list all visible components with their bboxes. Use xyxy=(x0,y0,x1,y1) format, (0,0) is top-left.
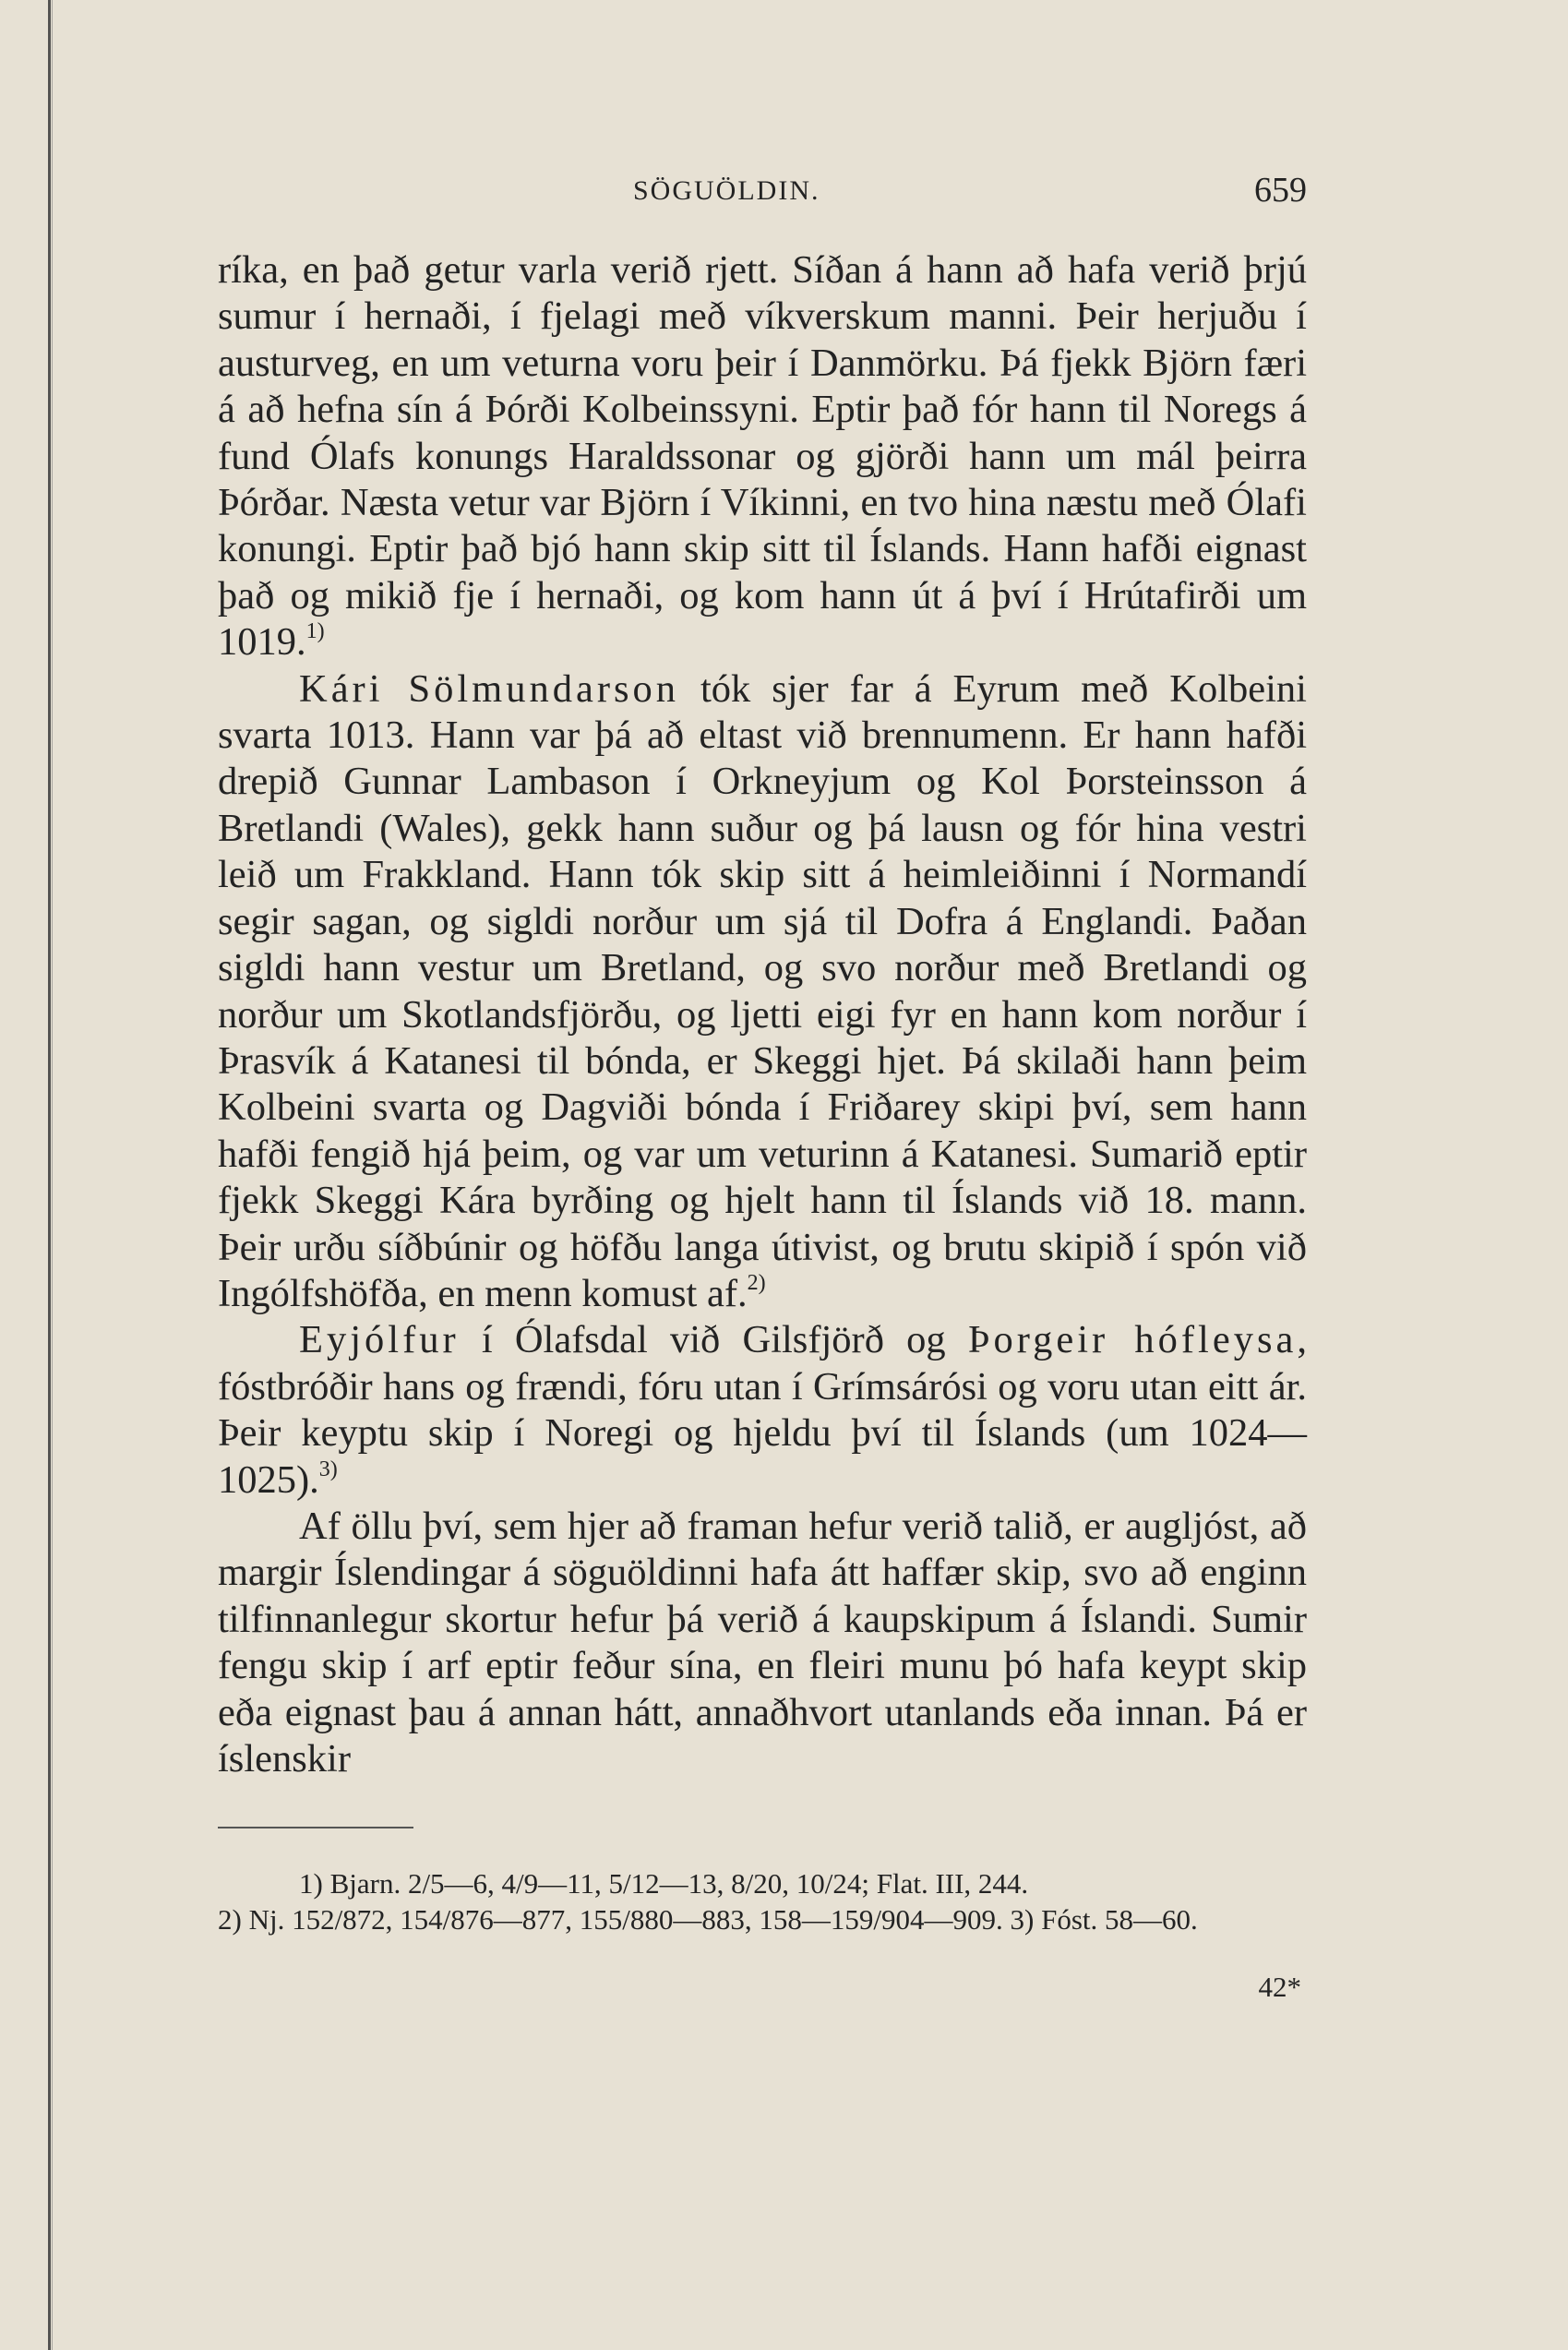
footnote-text: 3) Fóst. 58—60. xyxy=(1010,1903,1198,1936)
footnote-rule xyxy=(218,1827,413,1828)
person-name: Kári Sölmundarson xyxy=(299,666,680,711)
footnote xyxy=(218,1901,1307,1937)
paragraph-text: tók sjer far á Eyrum með Kolbeini svarta 1013. Hann var þá að eltast við brennumenn. Er hann hafði drepið Gunnar Lambason í Orkneyjum og Kol Þorsteinsson á Bretlandi (Wales), gekk hann suður og þá lausn og fór hina vestri leið um Frakkland. Hann tók skip sitt á heimleiðinni í Normandí segir sagan, og sigldi norður um sjá til Dofra á Englandi. Þaðan sigldi hann vestur um Bretland, og svo norður með Bretlandi og norður um Skotlandsfjörðu, og ljetti eigi fyr en hann kom norður í Þrasvík á Katanesi til bónda, er Skeggi hjet. Þá skilaði hann þeim Kolbeini svarta og Dagviði bónda í Friðarey skipi því, sem hann hafði fengið hjá þeim, og var um veturinn á Katanesi. Sumarið eptir fjekk Skeggi Kára byrðing og hjelt hann til Íslands við 18. mann. Þeir urðu síðbúnir og höfðu langa útivist, og brutu skipið í spón við Ingólfshöfða, en menn komust af. xyxy=(218,666,1307,1315)
paragraph-text: ríka, en það getur varla verið rjett. Síðan á hann að hafa verið þrjú sumur í hernaði, í fjelagi með víkverskum manni. Þeir herjuðu í austurveg, en um veturna voru þeir í Danmörku. Þá fjekk Björn færi á að hefna sín á Þórði Kolbeinssyni. Eptir það fór hann til Noregs á fund Ólafs konungs Haraldssonar og gjörði hann um mál þeirra Þórðar. Næsta vetur var Björn í Víkinni, en tvo hina næstu með Ólafi konungi. Eptir það bjó hann skip sitt til Íslands. Hann hafði eignast það og mikið fje í hernaði, og kom hann út á því í Hrútafirði um 1019. xyxy=(218,248,1307,665)
footnote-ref: 3) xyxy=(318,1457,338,1481)
footnote-ref: 1) xyxy=(305,619,325,644)
paragraph-text: , fóstbróðir hans og frændi, fóru utan í Grímsárósi og voru utan eitt ár. Þeir keyptu skip í Noregi og hjeldu því til Íslands (um 1024—1025). xyxy=(218,1318,1307,1502)
paragraph xyxy=(218,1317,1307,1504)
paragraph xyxy=(218,247,1307,666)
page-header xyxy=(218,166,1307,222)
running-title: SÖGUÖLDIN. xyxy=(633,175,820,206)
person-name: Eyjólfur xyxy=(299,1318,460,1362)
footnote: 1) Bjarn. 2/5—6, 4/9—11, 5/12—13, 8/20, 10/24; Flat. III, 244. xyxy=(299,1867,1029,1900)
footnotes xyxy=(218,1865,1307,1937)
person-name: Þorgeir hófleysa xyxy=(967,1318,1298,1362)
footnote-text: 2) Nj. 152/872, 154/876—877, 155/880—883, 158—159/904—909. xyxy=(218,1903,1003,1936)
body-text xyxy=(218,247,1307,1782)
paragraph-text: Af öllu því, sem hjer að framan hefur verið talið, er augljóst, að margir Íslendingar á söguöldinni hafa átt haffær skip, svo að enginn tilfinnanlegur skortur hefur þá verið á kaupskipum á Íslandi. Sumir fengu skip í arf eptir feður sína, en fleiri munu þó hafa keypt skip eða eignast þau á annan hátt, annaðhvort utanlands eða innan. Þá er íslenskir xyxy=(218,1504,1307,1780)
paragraph xyxy=(218,1504,1307,1782)
paragraph-text: í Ólafsdal við Gilsfjörð og xyxy=(459,1318,968,1362)
book-page xyxy=(218,166,1307,2004)
footnote-ref: 2) xyxy=(747,1270,766,1295)
page-number: 659 xyxy=(1254,171,1307,210)
signature-mark: 42* xyxy=(1258,1971,1301,2004)
paragraph xyxy=(218,666,1307,1318)
binding-edge-shadow xyxy=(52,0,53,2350)
binding-edge xyxy=(48,0,51,2350)
